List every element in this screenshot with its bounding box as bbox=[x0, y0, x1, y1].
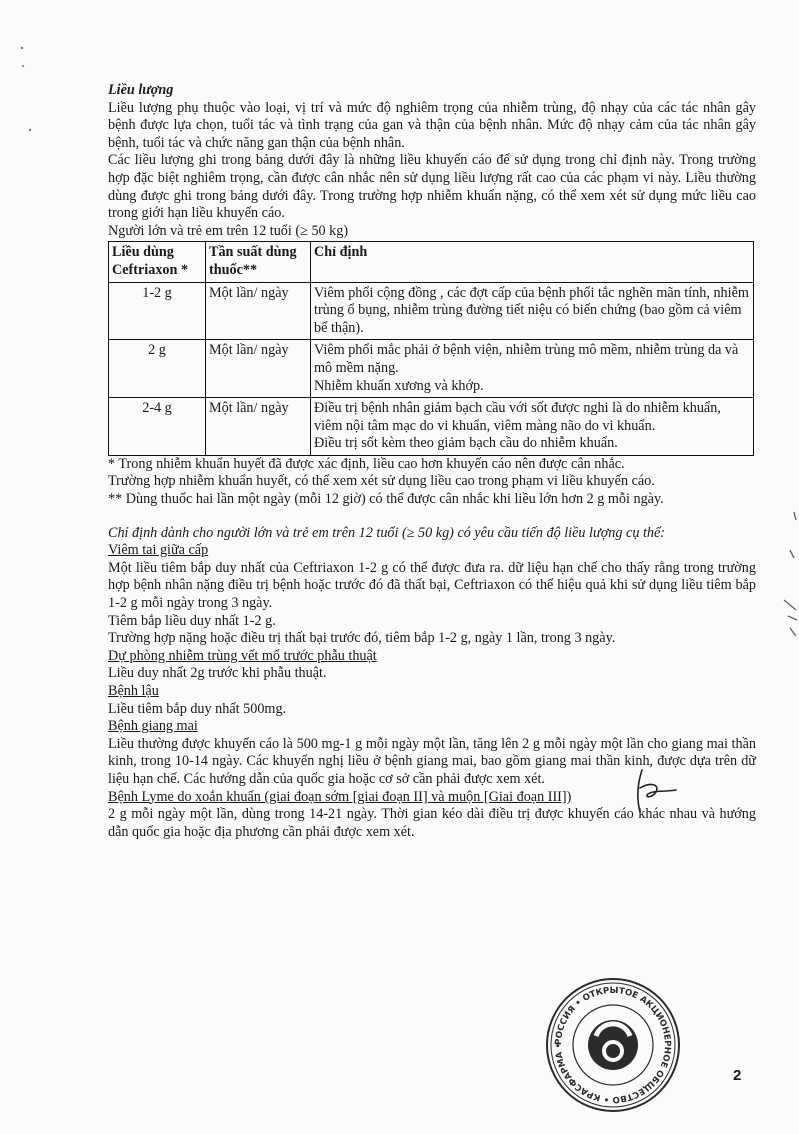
table-caption: Người lớn và trẻ em trên 12 tuổi (≥ 50 kg) bbox=[108, 222, 349, 239]
page-number: 2 bbox=[733, 1067, 742, 1084]
table-row bbox=[109, 282, 754, 340]
subsection-title: Bệnh Lyme do xoắn khuẩn (giai đoạn sớm [giai đoạn II] và muộn [Giai đoạn III]) bbox=[108, 788, 572, 805]
header-indication: Chỉ định bbox=[311, 242, 754, 282]
table-row bbox=[109, 340, 754, 398]
cell-frequency: Một lần/ ngày bbox=[206, 282, 311, 340]
cell-dose: 2-4 g bbox=[109, 398, 206, 456]
cell-dose: 1-2 g bbox=[109, 282, 206, 340]
footnote: ** Dùng thuốc hai lần một ngày (mỗi 12 giờ) có thể được cân nhắc khi liều lớn hơn 2 g mỗi ngày. bbox=[108, 491, 664, 508]
header-dose: Liều dùng Ceftriaxon * bbox=[109, 242, 206, 282]
document-page bbox=[108, 82, 756, 841]
dosage-table bbox=[108, 241, 754, 456]
progression-title: Chỉ định dành cho người lớn và trẻ em trên 12 tuổi (≥ 50 kg) có yêu cầu tiến độ liều lượng cụ thể: bbox=[108, 524, 666, 541]
subsection-title: Bệnh lậu bbox=[108, 683, 159, 699]
intro-paragraph-1: Liều lượng phụ thuộc vào loại, vị trí và mức độ nghiêm trọng của nhiễm trùng, độ nhạy của các tác nhân gây bệnh được lựa chọn, tuổi tác và tình trạng của gan và thận của bệnh nhân. Mức độ nhạy cảm của tác nhân gây bệnh, tuổi tác và chức năng gan thận của bệnh nhân. bbox=[108, 99, 756, 151]
subsection-text: Tiêm bắp liều duy nhất 1-2 g. bbox=[108, 612, 276, 629]
footnote: * Trong nhiễm khuẩn huyết đã được xác định, liều cao hơn khuyến cáo nên được cân nhắc. bbox=[108, 455, 625, 472]
subsection-text: Liều thường được khuyến cáo là 500 mg-1 g mỗi ngày một lần, tăng lên 2 g mỗi ngày một lần cho giang mai thần kinh, trong 10-14 ngày. Các khuyến nghị liều ở bệnh giang mai, bao gồm giang mai thần kinh, được dựa trên dữ liệu hạn chế. Các hướng dẫn của quốc gia hoặc cơ sở cần phải được xem xét. bbox=[108, 735, 756, 787]
indication-line: Viêm phổi cộng đồng , các đợt cấp của bệnh phổi tắc nghẽn mãn tính, nhiễm trùng ổ bụng, nhiễm trùng đường tiết niệu có biến chứng (bao gồm cả viêm bể thận). bbox=[314, 284, 749, 336]
subsection-text: Liều duy nhất 2g trước khi phẫu thuật. bbox=[108, 665, 327, 682]
intro-paragraph-2: Các liều lượng ghi trong bảng dưới đây là những liều khuyến cáo để sử dụng trong chỉ định này. Trong trường hợp đặc biệt nghiêm trọng, cần được cân nhắc nên sử dụng liều lượng rất cao của các phạm vi này. Liều thường dùng được ghi trong bảng dưới đây. Trong trường hợp nhiễm khuẩn nặng, có thể xem xét sử dụng mức liều cao trong giới hạn liều khuyến cáo. bbox=[108, 152, 756, 222]
signature-mark bbox=[620, 768, 680, 818]
cell-dose: 2 g bbox=[109, 340, 206, 398]
table-header-row bbox=[109, 242, 754, 282]
section-heading: Liều lượng bbox=[108, 82, 174, 98]
subsection-title: Viêm tai giữa cấp bbox=[108, 542, 209, 559]
indication-line: Nhiễm khuẩn xương và khớp. bbox=[314, 377, 484, 394]
cell-frequency: Một lần/ ngày bbox=[206, 340, 311, 398]
subsection-title: Bệnh giang mai bbox=[108, 718, 198, 735]
header-frequency: Tần suất dùng thuốc** bbox=[206, 242, 311, 282]
indication-line: Điều trị bệnh nhân giảm bạch cầu với sốt được nghi là do nhiễm khuẩn, viêm nội tâm mạc do vi khuẩn, viêm màng não do vi khuẩn. bbox=[314, 400, 721, 434]
subsection-title: Dự phòng nhiễm trùng vết mổ trước phẫu thuật bbox=[108, 647, 377, 664]
cell-frequency: Một lần/ ngày bbox=[206, 398, 311, 456]
company-stamp bbox=[544, 976, 682, 1114]
cell-indication bbox=[311, 340, 754, 398]
subsection-text: Trường hợp nặng hoặc điều trị thất bại trước đó, tiêm bắp 1-2 g, ngày 1 lần, trong 3 ngày. bbox=[108, 630, 616, 647]
subsection-text: Liều tiêm bắp duy nhất 500mg. bbox=[108, 700, 287, 717]
indication-line: Viêm phổi mắc phải ở bệnh viện, nhiễm trùng mô mềm, nhiễm trùng da và mô mềm nặng. bbox=[314, 342, 739, 376]
cell-indication bbox=[311, 398, 754, 456]
footnote: Trường hợp nhiễm khuẩn huyết, có thể xem xét sử dụng liều cao trong phạm vi liều khuyến cáo. bbox=[108, 473, 655, 490]
subsection-text: Một liều tiêm bắp duy nhất của Ceftriaxon 1-2 g có thể được đưa ra. dữ liệu hạn chế cho thấy rằng trong trường hợp bệnh nhân nặng điều trị bệnh hoặc trước đó đã thất bại, Ceftriaxon có thể hiệu quả khi sử dụng liều tiêm bắp 1-2 g mỗi ngày trong 3 ngày. bbox=[108, 559, 756, 612]
subsection-text: 2 g mỗi ngày một lần, dùng trong 14-21 ngày. Thời gian kéo dài điều trị được khuyến cáo khác nhau và hướng dẫn quốc gia hoặc địa phương cần phải được xem xét. bbox=[108, 806, 756, 840]
stamp-text: РОССИЯ • ОТКРЫТОЕ АКЦИОНЕРНОЕ ОБЩЕСТВО • КРАСФАРМА • bbox=[553, 985, 673, 1105]
margin-scan-dots bbox=[12, 44, 42, 144]
table-row bbox=[109, 398, 754, 456]
scan-edge-artifact bbox=[766, 510, 799, 650]
cell-indication bbox=[311, 282, 754, 340]
indication-line: Điều trị sốt kèm theo giảm bạch cầu do nhiễm khuẩn. bbox=[314, 435, 618, 452]
